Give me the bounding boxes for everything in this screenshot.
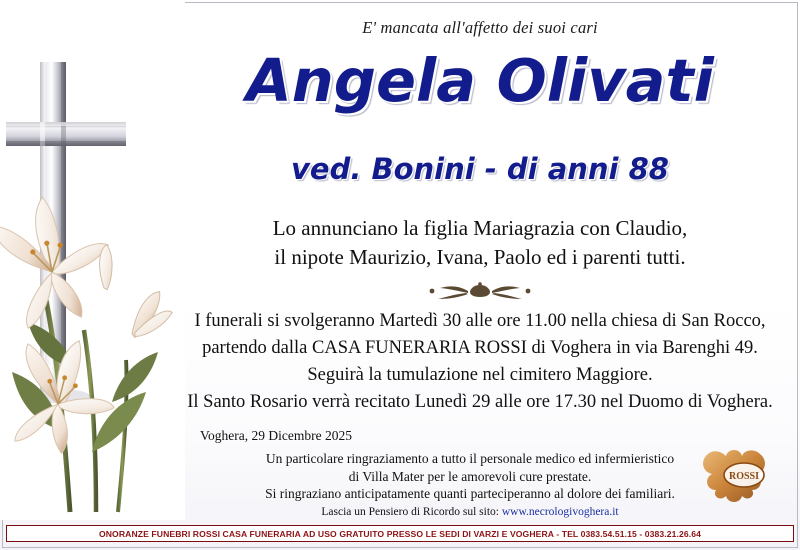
funeral-details-block [160,308,800,416]
floral-divider [160,282,800,304]
funeral-line-1: I funerali si svolgeranno Martedì 30 alle ore 11.00 nella chiesa di San Rocco, [194,311,766,331]
rossi-seal-logo [698,442,790,508]
memory-note [160,506,780,518]
thanks-line-2: di Villa Mater per le amorevoli cure prestate. [348,469,592,484]
thanks-line-3: Si ringraziano anticipatamente quanti parteciperanno al dolore dei familiari. [265,486,675,501]
announcement-line-2: il nipote Maurizio, Ivana, Paolo ed i parenti tutti. [274,245,686,269]
announcement-block [160,214,800,272]
thanks-block [160,450,780,486]
footer-text: ONORANZE FUNEBRI ROSSI CASA FUNERARIA AD USO GRATUITO PRESSO LE SEDI DI VARZI E VOGHERA - TEL 0383.54.51.15 - 0383.21.26.64 [98,528,702,539]
floral-divider-icon [410,282,550,300]
funeral-line-4: Il Santo Rosario verrà recitato Lunedì 29 alle ore 17.30 nel Duomo di Voghera. [187,392,773,412]
thanks-line-1: Un particolare ringraziamento a tutto il personale medico ed infermieristico [265,451,675,466]
memory-note-prefix: Lascia un Pensiero di Ricordo sul sito: [321,506,502,518]
place-and-date: Voghera, 29 Dicembre 2025 [200,428,352,443]
funeral-line-3: Seguirà la tumulazione nel cimitero Maggiore. [307,365,653,385]
footer-bar [6,525,794,542]
intro-line: E' mancata all'affetto dei suoi cari [362,18,598,37]
announcement-line-1: Lo annunciano la figlia Mariagrazia con Claudio, [272,216,688,240]
seal-label: ROSSI [728,471,760,482]
funeral-line-2: partendo dalla CASA FUNERARIA ROSSI di Voghera in via Barenghi 49. [202,338,758,358]
deceased-name: Angela Olivati [246,46,714,115]
deceased-subtitle: ved. Bonini - di anni 88 [291,152,669,186]
memory-note-link[interactable]: www.necrologivoghera.it [501,506,619,518]
cross-and-lilies-illustration [0,0,185,520]
